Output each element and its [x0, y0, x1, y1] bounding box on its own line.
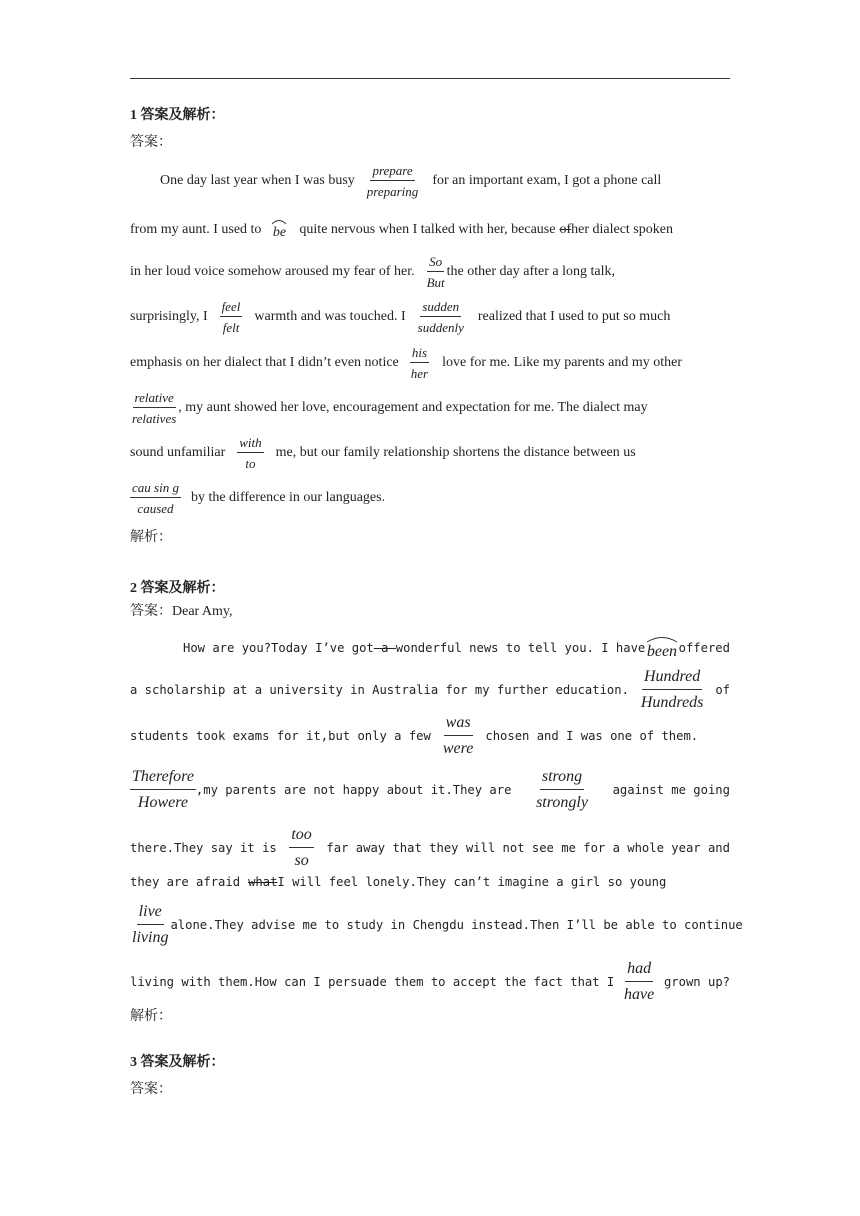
correction-live: $\frac{\text{live}}{\text{living}}$: [132, 903, 169, 946]
correction-prepare: $\frac{\text{prepare}}{\text{preparing}}$: [366, 163, 419, 199]
s2-line-1: How are you?Today I’ve got a wonderful news to tell you. I have been offered: [130, 634, 730, 662]
s2-line-6: they are afraid what I will feel lonely.They can’t imagine a girl so young: [130, 875, 667, 889]
s1-line-1-text: One day last year when I was busy: [160, 173, 355, 188]
s2-line-5: there.They say it is $\frac{\text{too}}{so}$ far away that they will not see me for a whole year and: [130, 826, 730, 869]
correction-relative: $\frac{\text{relative}}{\text{relatives}}$: [132, 390, 177, 426]
section-3-heading: 3 答案及解析：: [130, 1055, 225, 1070]
correction-so: $\frac{So}{\text{But}}$: [426, 254, 445, 290]
section-2-heading: 2 答案及解析：: [130, 581, 225, 596]
correction-his: $\frac{\text{his}}{\text{her}}$: [410, 345, 429, 381]
section-1-analysis-label: 解析：: [130, 530, 172, 545]
s1-line-1: One day last year when I was busy $\frac{\text{prepare}}{\text{preparing}}$ for an important exam, I got a phone call: [160, 163, 662, 199]
insert-mark-be: be: [271, 219, 287, 241]
section-2-answer-label: 答案：Dear Amy,: [130, 604, 233, 619]
s2-line-3: students took exams for it,but only a few $\frac{\text{was}}{\text{were}}$ chosen and I was one of them.: [130, 714, 699, 757]
section-1-answer-label: 答案：: [130, 135, 172, 150]
header-rule: [130, 78, 730, 79]
s2-line-8: living with them.How can I persuade them to accept the fact that I $\frac{\text{had}}{\text{have}}$ grown up?: [130, 960, 730, 1003]
deleted-word-a: a: [373, 641, 396, 655]
s1-line-5: emphasis on her dialect that I didn’t even notice $\frac{\text{his}}{\text{her}}$ love for me. Like my parents and my other: [130, 345, 682, 381]
correction-hundred: $\frac{\text{Hundred}}{\text{Hundreds}}$: [640, 668, 704, 711]
section-3-answer-label: 答案：: [130, 1082, 172, 1097]
s2-line-7: $\frac{\text{live}}{\text{living}}$ alone.They advise me to study in Chengdu instead.Then I’ll be able to continue: [132, 903, 743, 946]
deleted-word: of: [559, 222, 572, 237]
correction-feel: $\frac{\text{feel}}{\text{felt}}$: [221, 299, 241, 335]
correction-with: $\frac{\text{with}}{to}$: [239, 435, 262, 471]
deleted-word-what: what: [248, 875, 278, 889]
s1-line-8: $\frac{\text{cau sin g}}{\text{caused}}$ by the difference in our languages.: [132, 480, 386, 516]
correction-causing: $\frac{\text{cau sin g}}{\text{caused}}$: [132, 480, 179, 516]
correction-was: $\frac{\text{was}}{\text{were}}$: [442, 714, 474, 757]
s1-line-4: surprisingly, I $\frac{\text{feel}}{\text{felt}}$ warmth and was touched. I $\frac{\text{sudden}}{\text{suddenly}}$ realized that I used to put so much: [130, 299, 671, 335]
correction-sudden: $\frac{\text{sudden}}{\text{suddenly}}$: [417, 299, 464, 335]
s1-line-7: sound unfamiliar $\frac{\text{with}}{to}$ me, but our family relationship shortens the distance between us: [130, 435, 636, 471]
section-2-analysis-label: 解析：: [130, 1009, 172, 1024]
section-1-heading: 1 答案及解析：: [130, 108, 225, 123]
correction-strong: $\frac{\text{strong}}{\text{strongly}}$: [536, 768, 588, 811]
s1-line-3: in her loud voice somehow aroused my fear of her. $\frac{So}{\text{But}}$ the other day after a long talk,: [130, 254, 615, 290]
s2-line-4: $\frac{\text{Therefore}}{\text{Howere}}$ ,my parents are not happy about it.They are $\frac{\text{strong}}{\text{strongly}}$ against me going: [132, 768, 730, 811]
s1-line-6: $\frac{\text{relative}}{\text{relatives}}$ , my aunt showed her love, encouragement and expectation for me. The dialect may: [132, 390, 648, 426]
correction-therefore: $\frac{\text{Therefore}}{\text{Howere}}$: [132, 768, 194, 811]
s2-line-2: a scholarship at a university in Australia for my further education. $\frac{\text{Hundred}}{\text{Hundreds}}$ of: [130, 668, 730, 711]
correction-too: $\frac{\text{too}}{so}$: [291, 826, 312, 869]
correction-had: $\frac{\text{had}}{\text{have}}$: [624, 960, 655, 1003]
s1-line-2: from my aunt. I used to be quite nervous when I talked with her, because of her dialect spoken: [130, 217, 730, 243]
insert-mark-been: been: [646, 636, 678, 661]
